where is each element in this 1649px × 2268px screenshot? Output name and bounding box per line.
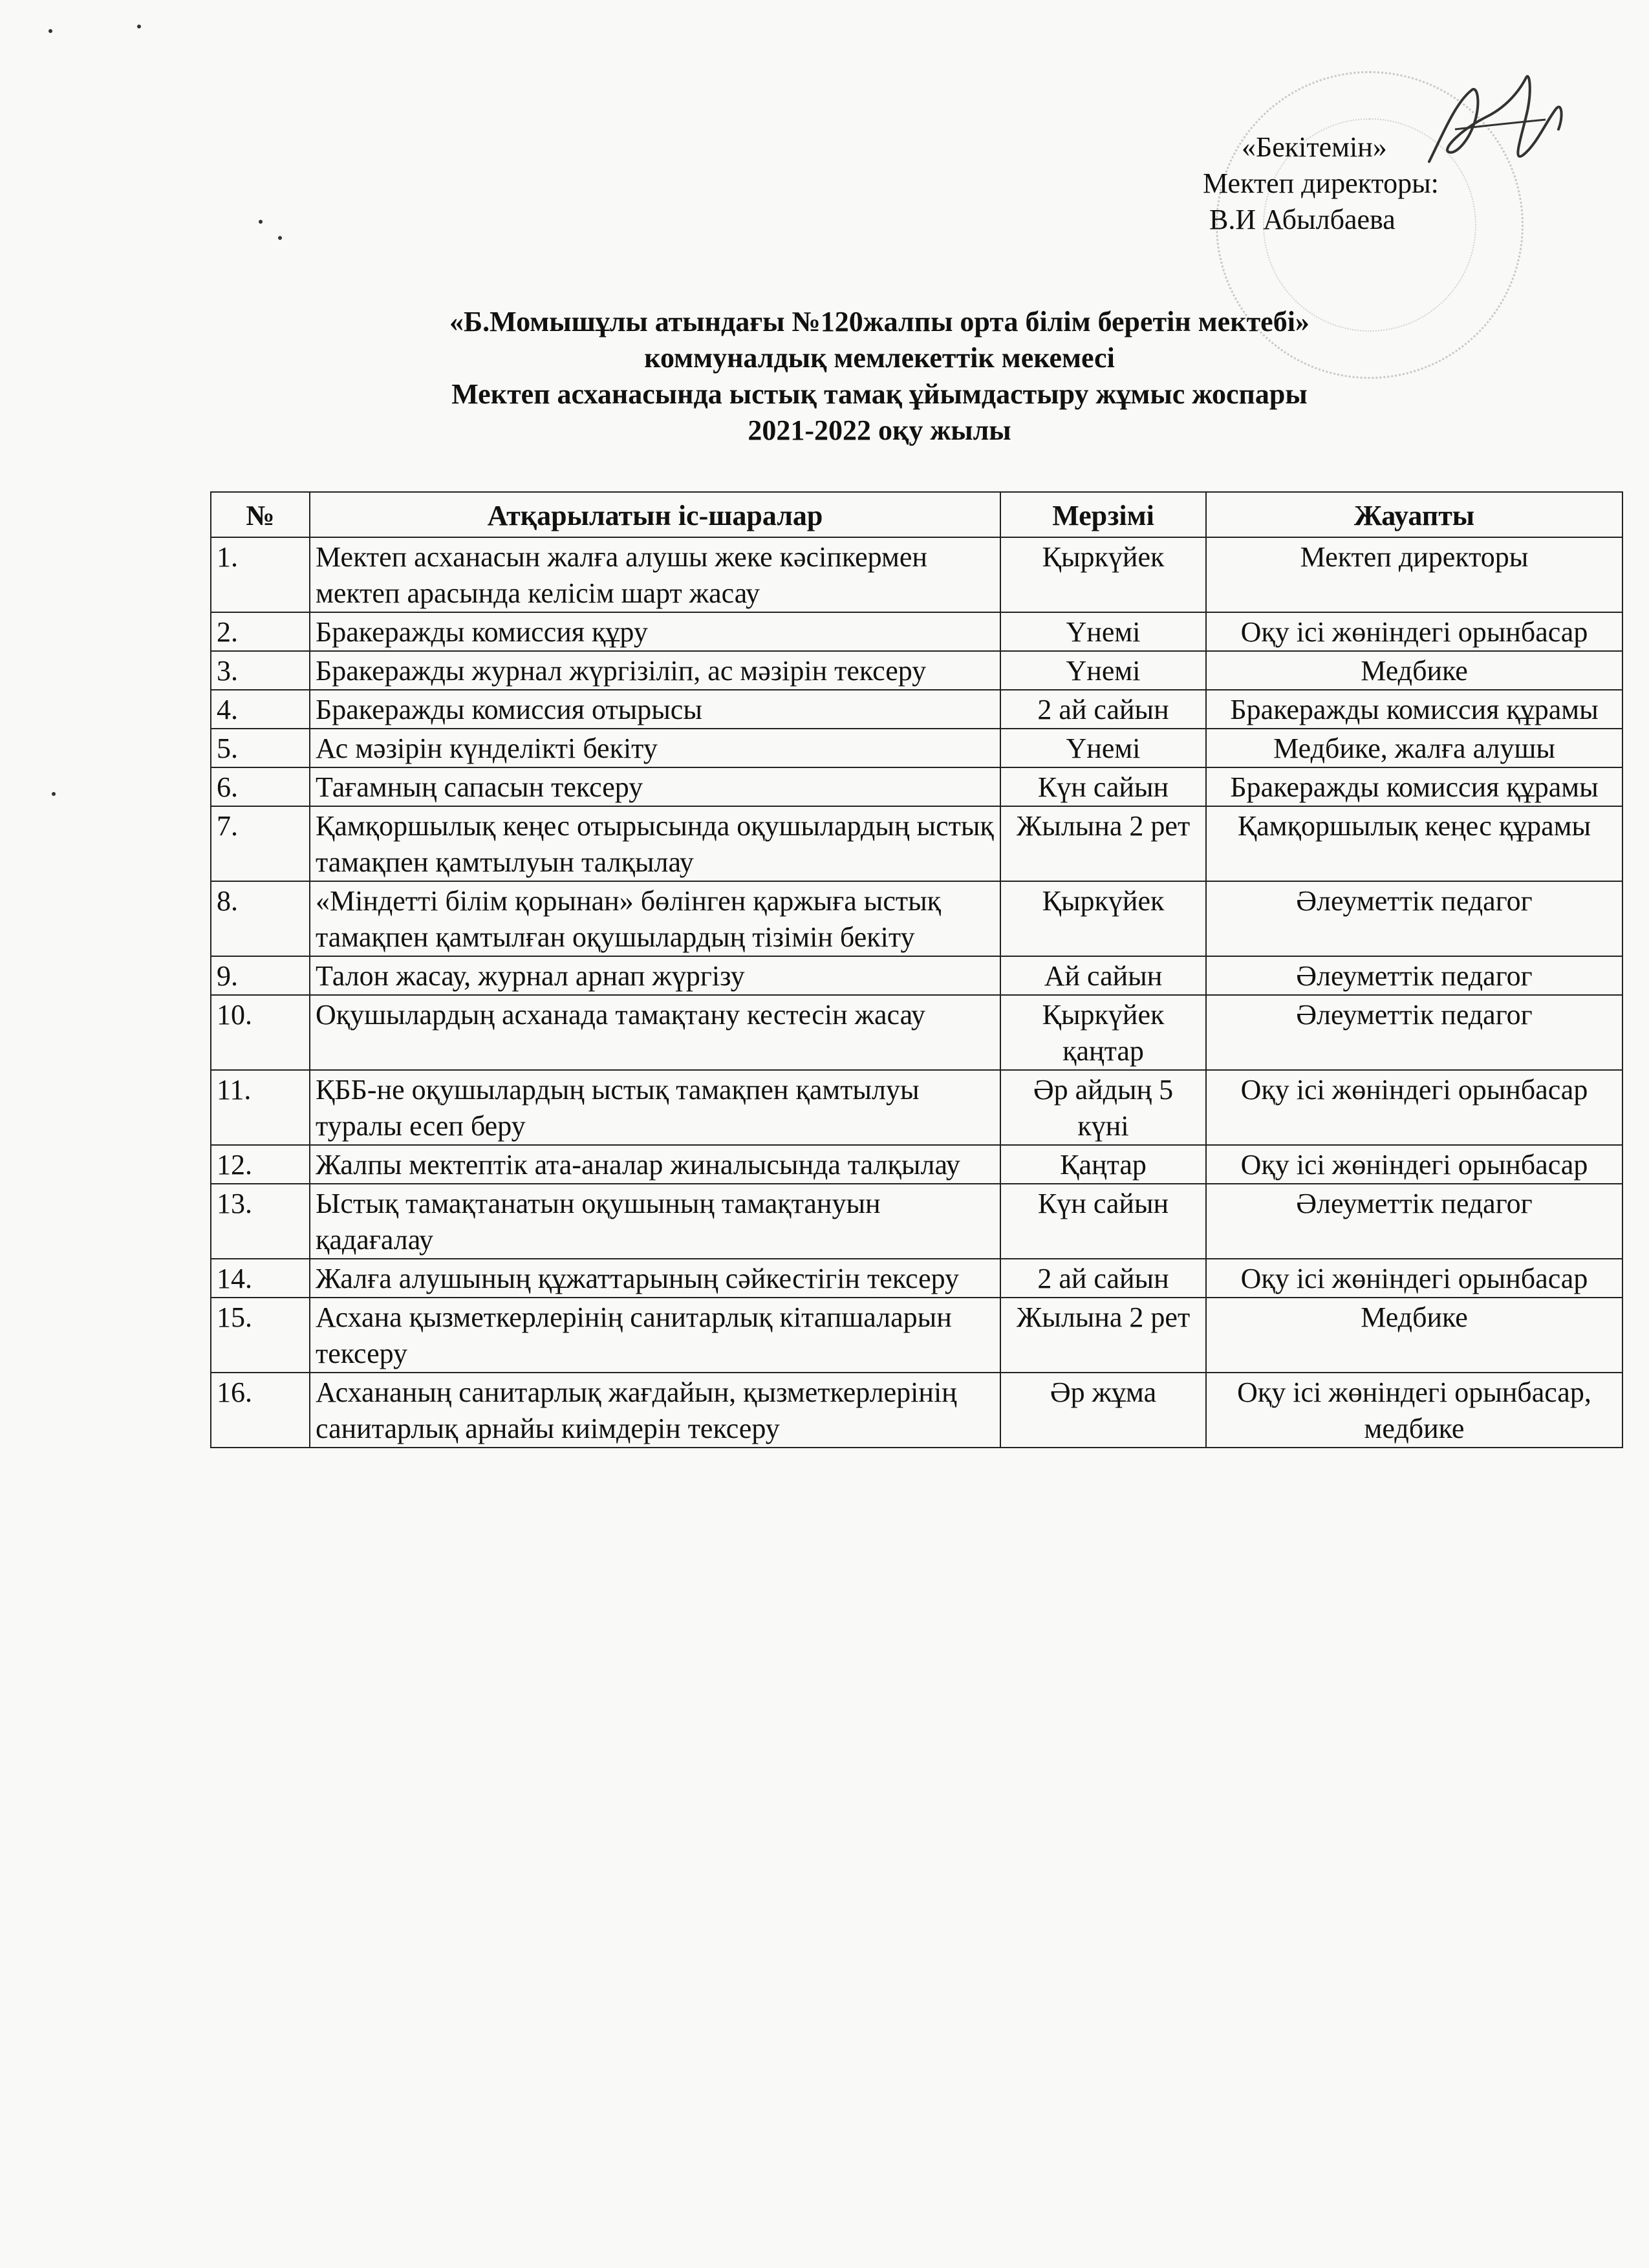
row-number: 9.	[211, 956, 310, 995]
row-term: Жылына 2 рет	[1000, 1298, 1206, 1373]
row-term: Қыркүйек	[1000, 537, 1206, 612]
table-row	[211, 1070, 1622, 1145]
row-number: 8.	[211, 881, 310, 956]
approval-block	[1203, 129, 1552, 238]
institution-type: коммуналдық мемлекеттік мекемесі	[644, 342, 1115, 374]
row-responsible: Оқу ісі жөніндегі орынбасар	[1206, 1259, 1622, 1298]
row-number: 4.	[211, 690, 310, 729]
table-row	[211, 806, 1622, 881]
row-term: Әр айдың 5 күні	[1000, 1070, 1206, 1145]
row-term: 2 ай сайын	[1000, 690, 1206, 729]
row-activity: Бракеражды комиссия отырысы	[310, 690, 1000, 729]
row-number: 16.	[211, 1373, 310, 1448]
row-term: Қыркүйек	[1000, 881, 1206, 956]
row-term: Күн сайын	[1000, 1184, 1206, 1259]
table-row	[211, 690, 1622, 729]
row-term: Қыркүйек қаңтар	[1000, 995, 1206, 1070]
table-row	[211, 767, 1622, 806]
row-term: Күн сайын	[1000, 767, 1206, 806]
row-activity: «Міндетті білім қорынан» бөлінген қаржыға ыстық тамақпен қамтылған оқушылардың тізімін бекіту	[310, 881, 1000, 956]
row-responsible: Мектеп директоры	[1206, 537, 1622, 612]
row-number: 7.	[211, 806, 310, 881]
row-responsible: Медбике, жалға алушы	[1206, 729, 1622, 767]
table-row	[211, 995, 1622, 1070]
row-number: 13.	[211, 1184, 310, 1259]
row-activity: Ас мәзірін күнделікті бекіту	[310, 729, 1000, 767]
row-responsible: Әлеуметтік педагог	[1206, 995, 1622, 1070]
row-activity: Бракеражды комиссия құру	[310, 612, 1000, 651]
academic-year: 2021-2022 оқу жылы	[748, 414, 1011, 446]
plan-title: Мектеп асханасында ыстық тамақ ұйымдастыру жұмыс жоспары	[451, 378, 1308, 410]
row-responsible: Оқу ісі жөніндегі орынбасар	[1206, 1145, 1622, 1184]
scan-speck	[259, 220, 263, 224]
approval-position: Мектеп директоры:	[1203, 167, 1439, 199]
row-activity: Мектеп асханасын жалға алушы жеке кәсіпкермен мектеп арасында келісім шарт жасау	[310, 537, 1000, 612]
row-activity: Асхана қызметкерлерінің санитарлық кітапшаларын тексеру	[310, 1298, 1000, 1373]
work-plan-table	[210, 491, 1623, 1448]
row-number: 12.	[211, 1145, 310, 1184]
row-term: Әр жұма	[1000, 1373, 1206, 1448]
row-number: 5.	[211, 729, 310, 767]
row-number: 15.	[211, 1298, 310, 1373]
table-row	[211, 881, 1622, 956]
row-activity: Ыстық тамақтанатын оқушының тамақтануын қадағалау	[310, 1184, 1000, 1259]
school-name: «Б.Момышұлы атындағы №120жалпы орта білім беретін мектебі»	[449, 306, 1310, 337]
row-responsible: Медбике	[1206, 1298, 1622, 1373]
row-responsible: Бракеражды комиссия құрамы	[1206, 690, 1622, 729]
column-header-term: Мерзімі	[1000, 492, 1206, 537]
row-activity: Жалға алушының құжаттарының сәйкестігін тексеру	[310, 1259, 1000, 1298]
row-responsible: Оқу ісі жөніндегі орынбасар, медбике	[1206, 1373, 1622, 1448]
row-term: Үнемі	[1000, 612, 1206, 651]
row-number: 14.	[211, 1259, 310, 1298]
row-activity: Қамқоршылық кеңес отырысында оқушылардың ыстық тамақпен қамтылуын талқылау	[310, 806, 1000, 881]
row-term: Үнемі	[1000, 651, 1206, 690]
row-number: 3.	[211, 651, 310, 690]
row-term: Ай сайын	[1000, 956, 1206, 995]
row-activity: Бракеражды журнал жүргізіліп, ас мәзірін тексеру	[310, 651, 1000, 690]
table-row	[211, 651, 1622, 690]
row-activity: ҚББ-не оқушылардың ыстық тамақпен қамтылуы туралы есеп беру	[310, 1070, 1000, 1145]
approval-name: В.И Абылбаева	[1209, 204, 1396, 235]
table-row	[211, 956, 1622, 995]
row-responsible: Қамқоршылық кеңес құрамы	[1206, 806, 1622, 881]
approval-title: «Бекітемін»	[1242, 131, 1387, 163]
scan-speck	[48, 29, 52, 33]
row-number: 2.	[211, 612, 310, 651]
row-responsible: Оқу ісі жөніндегі орынбасар	[1206, 1070, 1622, 1145]
row-number: 11.	[211, 1070, 310, 1145]
table-row	[211, 1259, 1622, 1298]
row-term: Үнемі	[1000, 729, 1206, 767]
table-row	[211, 1145, 1622, 1184]
row-term: Жылына 2 рет	[1000, 806, 1206, 881]
table-row	[211, 1373, 1622, 1448]
table-row	[211, 612, 1622, 651]
row-responsible: Медбике	[1206, 651, 1622, 690]
row-activity: Жалпы мектептік ата-аналар жиналысында талқылау	[310, 1145, 1000, 1184]
row-activity: Талон жасау, журнал арнап жүргізу	[310, 956, 1000, 995]
row-number: 10.	[211, 995, 310, 1070]
scan-speck	[52, 792, 56, 796]
document-header	[272, 304, 1487, 449]
row-responsible: Бракеражды комиссия құрамы	[1206, 767, 1622, 806]
scan-speck	[137, 25, 141, 28]
row-responsible: Әлеуметтік педагог	[1206, 1184, 1622, 1259]
table-row	[211, 537, 1622, 612]
table-header-row	[211, 492, 1622, 537]
table-row	[211, 1184, 1622, 1259]
row-responsible: Әлеуметтік педагог	[1206, 881, 1622, 956]
table-row	[211, 729, 1622, 767]
row-responsible: Оқу ісі жөніндегі орынбасар	[1206, 612, 1622, 651]
scan-speck	[278, 236, 282, 240]
row-activity: Тағамның сапасын тексеру	[310, 767, 1000, 806]
row-activity: Асхананың санитарлық жағдайын, қызметкерлерінің санитарлық арнайы киімдерін тексеру	[310, 1373, 1000, 1448]
column-header-responsible: Жауапты	[1206, 492, 1622, 537]
column-header-number: №	[211, 492, 310, 537]
row-responsible: Әлеуметтік педагог	[1206, 956, 1622, 995]
table-row	[211, 1298, 1622, 1373]
row-term: 2 ай сайын	[1000, 1259, 1206, 1298]
row-number: 6.	[211, 767, 310, 806]
row-activity: Оқушылардың асханада тамақтану кестесін жасау	[310, 995, 1000, 1070]
row-term: Қаңтар	[1000, 1145, 1206, 1184]
column-header-activity: Атқарылатын іс-шаралар	[310, 492, 1000, 537]
row-number: 1.	[211, 537, 310, 612]
